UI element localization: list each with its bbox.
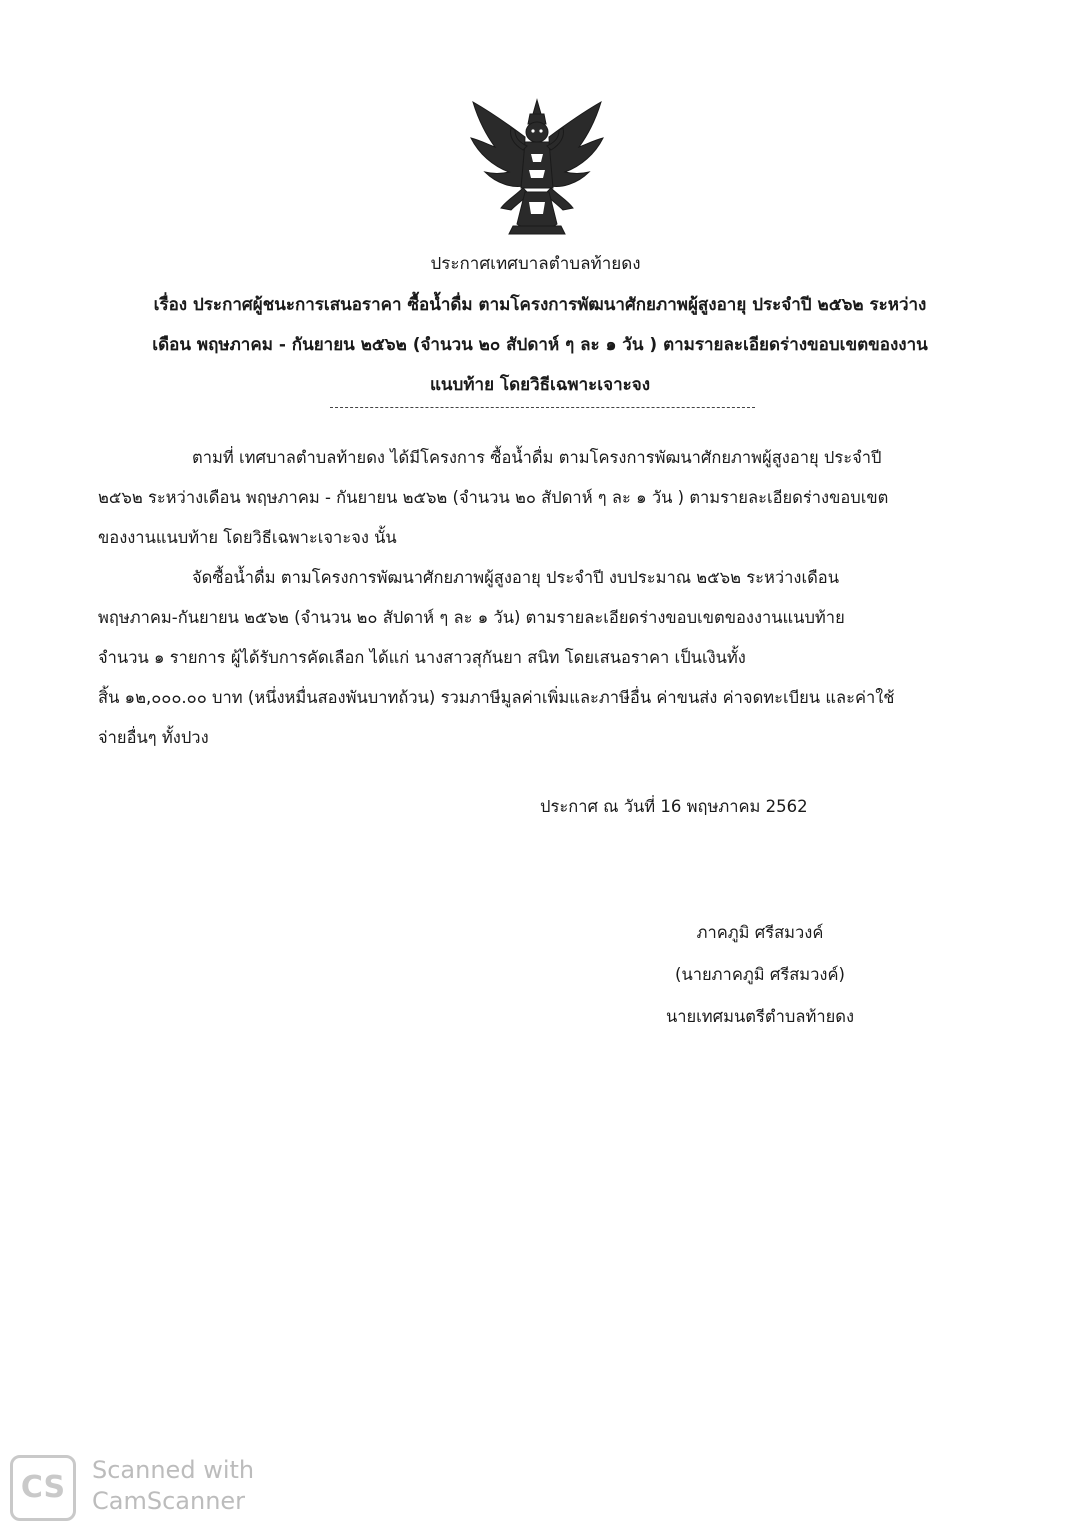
camscanner-text bbox=[92, 1455, 254, 1517]
printed-name: (นายภาคภูมิ ศรีสมวงค์) bbox=[675, 965, 845, 984]
subject-line: แนบท้าย โดยวิธีเฉพาะเจาะจง bbox=[429, 375, 651, 395]
paragraph-line: จำนวน ๑ รายการ ผู้ได้รับการคัดเลือก ได้แก่ นางสาวสุกันยา สนิท โดยเสนอราคา เป็นเงินทั้ง bbox=[98, 648, 746, 667]
camscanner-logo-icon: CS bbox=[10, 1455, 76, 1521]
paragraph-line bbox=[98, 438, 988, 478]
dashed-divider bbox=[330, 407, 755, 408]
signed-name: ภาคภูมิ ศรีสมวงค์ bbox=[696, 923, 824, 942]
paragraph-text: จัดซื้อน้ำดื่ม ตามโครงการพัฒนาศักยภาพผู้สูงอายุ ประจำปี งบประมาณ ๒๕๖๒ ระหว่างเดือน bbox=[192, 568, 839, 587]
paragraph-line: ของงานแนบท้าย โดยวิธีเฉพาะเจาะจง นั้น bbox=[98, 528, 397, 547]
paragraph-line: ๒๕๖๒ ระหว่างเดือน พฤษภาคม - กันยายน ๒๕๖๒ (จำนวน ๒๐ สัปดาห์ ๆ ละ ๑ วัน ) ตามรายละเอียดร่างขอบเขต bbox=[98, 488, 889, 507]
subject-block bbox=[100, 285, 980, 405]
watermark-line: CamScanner bbox=[92, 1487, 246, 1515]
paragraph-line bbox=[98, 558, 988, 598]
garuda-emblem bbox=[465, 92, 610, 237]
watermark-line: Scanned with bbox=[92, 1456, 255, 1484]
subject-line: เรื่อง ประกาศผู้ชนะการเสนอราคา ซื้อน้ำดื่ม ตามโครงการพัฒนาศักยภาพผู้สูงอายุ ประจำปี ๒๕๖๒ ระหว่าง bbox=[153, 295, 927, 315]
announcement-date: ประกาศ ณ วันที่ 16 พฤษภาคม 2562 bbox=[540, 797, 808, 816]
body-paragraph-2 bbox=[98, 558, 988, 758]
camscanner-watermark bbox=[10, 1455, 310, 1525]
subject-line: เดือน พฤษภาคม - กันยายน ๒๕๖๒ (จำนวน ๒๐ สัปดาห์ ๆ ละ ๑ วัน ) ตามรายละเอียดร่างขอบเขตของงาน bbox=[152, 335, 928, 355]
paragraph-line: พฤษภาคม-กันยายน ๒๕๖๒ (จำนวน ๒๐ สัปดาห์ ๆ ละ ๑ วัน) ตามรายละเอียดร่างขอบเขตของงานแนบท้าย bbox=[98, 608, 845, 627]
paragraph-text: ตามที่ เทศบาลตำบลท้ายดง ได้มีโครงการ ซื้อน้ำดื่ม ตามโครงการพัฒนาศักยภาพผู้สูงอายุ ประจำปี bbox=[192, 448, 882, 467]
body-paragraph-1 bbox=[98, 438, 988, 558]
signature-block bbox=[600, 912, 920, 1038]
paragraph-line: สิ้น ๑๒,๐๐๐.๐๐ บาท (หนึ่งหมื่นสองพันบาทถ้วน) รวมภาษีมูลค่าเพิ่มและภาษีอื่น ค่าขนส่ง ค่าจดทะเบียน และค่าใช้ bbox=[98, 688, 895, 707]
paragraph-line: จ่ายอื่นๆ ทั้งปวง bbox=[98, 728, 209, 747]
signer-position: นายเทศมนตรีตำบลท้ายดง bbox=[665, 1007, 855, 1026]
announcement-heading: ประกาศเทศบาลตำบลท้ายดง bbox=[430, 254, 641, 274]
